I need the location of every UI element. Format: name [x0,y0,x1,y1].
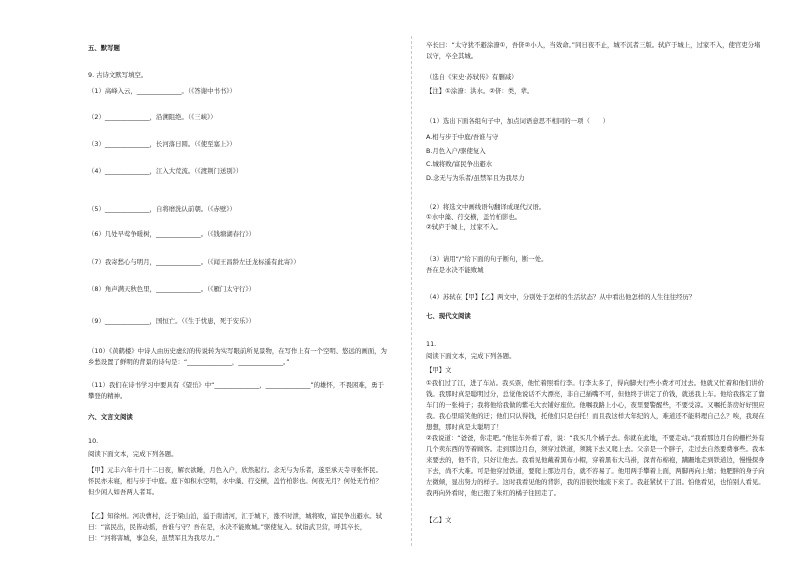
fill-line: （5）______________，自将磨洗认前朝。（《赤壁》） [88,205,236,213]
classical-text-yi: 【乙】知徐州。河决曹村，泛于梁山泊，溢于南清河，汇于城下，涨不时泄，城将败，富民争出避水。轼曰：“富民出，民皆动摇，吾谁与守？吾在是，水决不能败城。”驱使复入。轼诣武卫营，呼其卒长，曰：“河将害城，事急矣，虽禁军且为我尽力。” [88,512,382,542]
right-column [426,0,766,562]
sub-question-item: ①水中藻、荇交横，盖竹柏影也。 [426,213,522,221]
source-note: （选自《宋史·苏轼传》有删减） [426,73,518,81]
fill-line: （4）______________，江入大荒流。（《渡荆门送别》） [88,167,243,175]
question-number: 10. [88,437,99,445]
text-label: 【乙】文 [426,516,452,524]
section-heading: 六、文言文阅读 [88,413,133,421]
sub-question: （2）将选文中画线语句翻译成现代汉语。 [426,203,546,211]
choice-option: C.城将败/富民争出避水 [426,160,493,168]
question-paragraph: （10）《黄鹤楼》中诗人由历史虚幻的传说转为实写眼前所见景物，在写作上有一个空明、悠远的画面，为乡愁设置了鲜明的背景的诗句是：“______________，______________。” [88,347,387,366]
classical-text-jia: 【甲】元丰六年十月十二日夜，解衣欲睡，月色入户，欣然起行。念无与为乐者，遂至承天寺寻张怀民。怀民亦未寝，相与步于中庭。庭下如积水空明，水中藻、荇交横，盖竹柏影也。何夜无月？何处无竹柏？但少闲人如吾两人者耳。 [88,466,382,496]
fill-line: （9）______________，国恒亡。（《生于忧患，死于安乐》） [88,317,256,325]
question-intro: 阅读下面文本，完成下列各题。 [88,450,178,458]
annotation-note: 【注】①涂潦：洪水。②侪：类，辈。 [426,87,534,95]
fill-line: （3）______________，长河落日圆。（《使至塞上》） [88,140,236,148]
sub-question-item: ②轼庐于城上，过家不入。 [426,223,503,231]
section-heading: 七、现代文阅读 [426,312,471,320]
question-number: 11. [426,340,437,348]
choice-option: D.念无与为乐者/虽禁军且为我尽力 [426,174,525,182]
left-column [88,0,388,562]
sub-question: （1）选出下面各组句子中，加点词语意思不相同的一项（ ） [426,117,610,125]
choice-option: A.相与步于中庭/吾谁与守 [426,133,499,141]
modern-text-paragraph: ①我们过了江，进了车站。我买票，他忙着照看行李。行李太多了，得向脚夫行些小费才可过去。他就又忙着和他们讲价钱。我那时真是聪明过分，总觉他说话不大漂亮，非自己插嘴不可，但他终于讲定了价钱，就送我上车。他给我拣定了靠车门的一张椅子；我将他给我做的紫毛大衣铺好座位。他嘱我路上小心，夜里要警醒些，不要受凉。又嘱托茶房好好照应我。我心里暗笑他的迂；他们只认得钱，托他们只是白托！而且我这样大年纪的人，难道还不能料理自己么？唉，我现在想想，那时真是太聪明了！ [426,379,765,431]
question-heading: 9. 古诗文默写填空。 [88,71,148,79]
fill-line: （7）我寄愁心与明月，______________。（《闻王昌龄左迁龙标遥有此寄》） [88,258,300,266]
sentence-to-punctuate: 吾在是水决不能败城 [426,266,484,274]
fill-line: （6）几处早莺争暖树，______________。（《钱塘湖春行》） [88,230,256,238]
text-label: 【甲】文 [426,366,452,374]
column-divider [411,36,412,546]
sub-question: （4）苏轼在【甲】【乙】两文中，分别处于怎样的生活状态？从中看出他怎样的人生往往经历？ [426,293,696,301]
fill-line: （8）角声满天秋色里，______________。（《雁门太守行》） [88,285,256,293]
question-paragraph: （11）我们在诗书学习中要具有《望岳》中“______________，______________”的雄怀，不畏困难，勇于攀登的精神。 [88,381,384,400]
fill-line: （1）高峰入云，______________。（《答谢中书书》） [88,87,236,95]
classical-text-continued: 卒长曰：“太守犹不避涂潦①，吾侪②小人，当效命。”同日夜不止，城不沉者三版。轼庐于城上，过家不入，使官吏分堵以守，卒全其城。 [426,41,761,60]
sub-question: （3）请用“/”给下面的句子断句，断一处。 [426,255,548,263]
modern-text-paragraph: ②我说道：“爸爸，你走吧。”他往车外看了看，说：“我买几个橘子去。你就在此地，不要走动。”我看那边月台的栅栏外有几个卖东西的等着顾客。走到那边月台，须穿过铁道，须跳下去又爬上去。父亲是一个胖子，走过去自然要费事些。我本来要去的，他不肯，只好让他去。我看见他戴着黑布小帽，穿着黑布大马褂，深青布棉袍，蹒跚地走到铁道边，慢慢探身下去，尚不大难。可是他穿过铁道，要爬上那边月台，就不容易了。他用两手攀着上面，两脚再向上缩；他肥胖的身子向左微倾，显出努力的样子。这时我看见他的背影，我的泪很快地流下来了。我赶紧拭干了泪。怕他看见，也怕别人看见。我再向外看时，他已抱了朱红的橘子往回走了。 [426,434,765,497]
fill-line: （2）______________，沿溯阻绝。（《三峡》） [88,113,217,121]
section-heading: 五、默写题 [88,44,120,52]
question-intro: 阅读下面文本，完成下列各题。 [426,352,516,360]
choice-option: B.月色入户/驱使复入 [426,147,486,155]
